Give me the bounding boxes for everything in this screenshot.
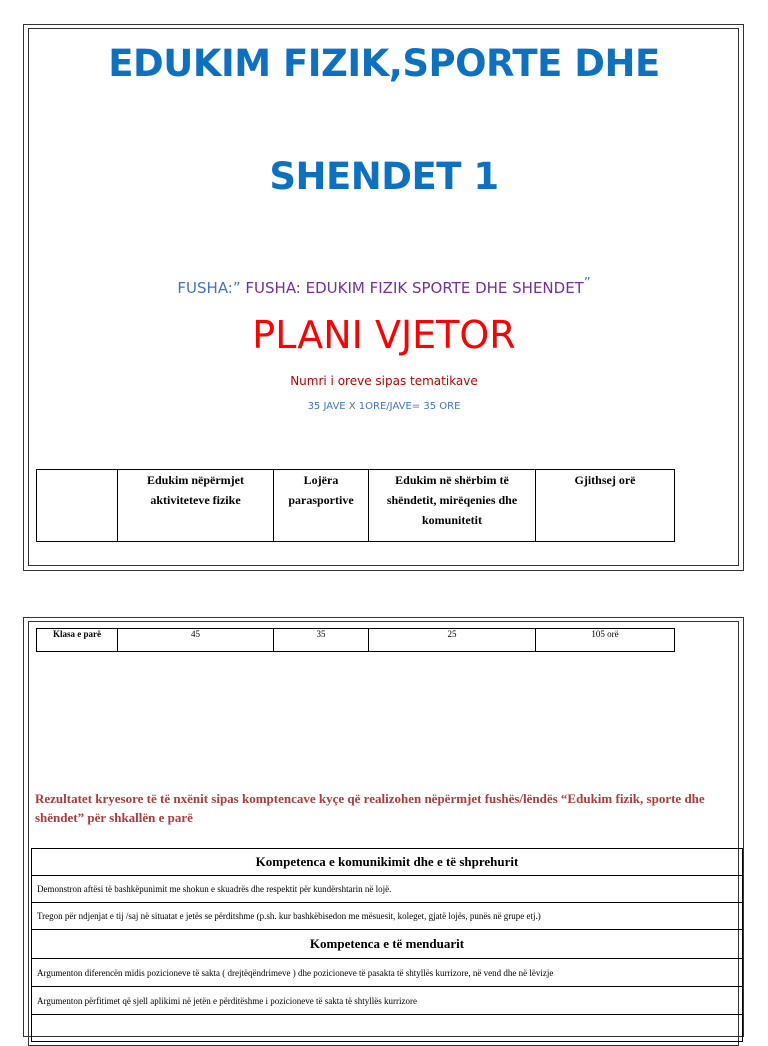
table-cell: 45: [118, 629, 274, 652]
results-heading: Rezultatet kryesore të të nxënit sipas komptencave kyçe që realizohen nëpërmjet fushës/lëndës “Edukim fizik, sporte dhe shëndet” për shkallën e parë: [35, 791, 705, 825]
competency-item: Demonstron aftësi të bashkëpunimit me shokun e skuadrës dhe respektit për kundërshtarin në lojë.: [32, 876, 743, 903]
competency-title: Kompetenca e komunikimit dhe e të shprehurit: [32, 849, 743, 876]
row-label: Klasa e parë: [37, 629, 118, 652]
fusha-prefix: FUSHA:”: [177, 279, 246, 297]
plan-title: PLANI VJETOR: [252, 313, 516, 357]
fusha-suffix: ”: [583, 276, 591, 291]
competencies-table: [31, 848, 743, 1042]
hours-table-row: [36, 628, 675, 652]
hours-subtitle: Numri i oreve sipas tematikave: [290, 374, 478, 388]
header-cell: Edukim në shërbim të shëndetit, mirëqenies dhe komunitetit: [369, 470, 536, 542]
table-cell: 105 orë: [536, 629, 675, 652]
competency-item: [32, 1015, 743, 1042]
subject-title-line1: EDUKIM FIZIK,SPORTE DHE: [108, 42, 660, 85]
competency-item: Argumenton përfitimet që sjell aplikimi në jetën e përditëshme i pozicioneve të sakta të shtyllës kurrizore: [32, 987, 743, 1015]
header-cell: Gjithsej orë: [536, 470, 675, 542]
competency-item: Argumenton diferencën midis pozicioneve të sakta ( drejtëqëndrimeve ) dhe pozicioneve të pasakta të shtyllës kurrizore, në vend dhe në lëvizje: [32, 959, 743, 987]
header-cell: Edukim nëpërmjet aktiviteteve fizike: [118, 470, 274, 542]
weeks-formula: 35 JAVE X 1ORE/JAVE= 35 ORE: [307, 401, 461, 412]
fusha-name: FUSHA: EDUKIM FIZIK SPORTE DHE SHENDET: [245, 279, 584, 297]
header-cell: Lojëra parasportive: [274, 470, 369, 542]
subject-area-line: [0, 276, 768, 297]
subject-title-line2: SHENDET 1: [269, 155, 499, 198]
competency-title: Kompetenca e të menduarit: [32, 930, 743, 959]
hours-table-header: [36, 469, 675, 542]
table-cell: 25: [369, 629, 536, 652]
table-cell: 35: [274, 629, 369, 652]
competency-item: Tregon për ndjenjat e tij /saj në situatat e jetës se përditshme (p.sh. kur bashkëbisedon me mësuesit, koleget, gjatë lojës, punës në grupe etj.): [32, 903, 743, 930]
header-cell: [37, 470, 118, 542]
